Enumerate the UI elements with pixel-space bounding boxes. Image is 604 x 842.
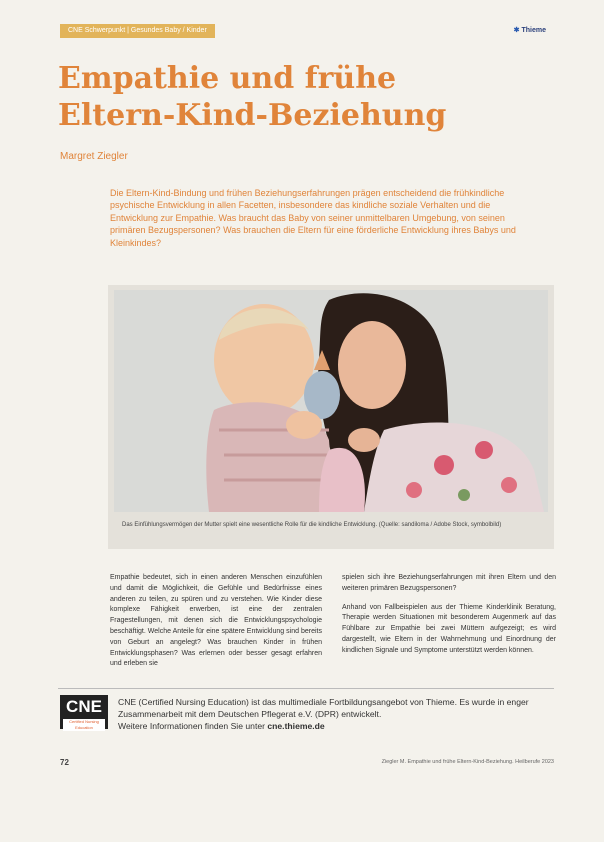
cne-line-2-prefix: Weitere Informationen finden Sie unter xyxy=(118,721,268,731)
body-column-1 xyxy=(110,573,322,670)
body-column-2 xyxy=(342,573,556,665)
figure-caption: Das Einfühlungsvermögen der Mutter spielt eine wesentliche Rolle für die kindliche Entwicklung. (Quelle: sandiloma / Adobe Stock, symbolbild) xyxy=(122,522,502,528)
page-number: 72 xyxy=(60,758,69,767)
cne-line-1: CNE (Certified Nursing Education) ist das multimediale Fortbildungsangebot von Thieme. Es wurde in enger Zusammenarbeit mit dem Deutschen Pflegerat e.V. (DPR) entwickelt. xyxy=(118,697,529,719)
mother-child-photo xyxy=(114,290,548,512)
publisher-logo xyxy=(514,26,546,34)
cne-logo-subtitle: Certified Nursing Education xyxy=(63,719,105,731)
body-paragraph: spielen sich ihre Beziehungserfahrungen mit ihren Eltern und den weiteren primären Bezugspersonen? xyxy=(342,574,556,592)
article-title: Empathie und frühe Eltern-Kind-Beziehung xyxy=(58,61,447,133)
photo-illustration xyxy=(114,290,548,512)
cne-logo xyxy=(60,695,108,729)
cne-link[interactable]: cne.thieme.de xyxy=(267,721,325,731)
body-paragraph: Anhand von Fallbeispielen aus der Thieme Kinderklinik Beratung, Therapie werden Situationen mit besonderem Augenmerk auf das Fühlbare zur Empathie bei zwei Müttern aufgezeigt; es wird dargestellt, wie Eltern in der Wahrnehmung und Einordnung der kindlichen Signale und Symptome unterstützt werden können. xyxy=(342,603,556,654)
section-tag: CNE Schwerpunkt | Gesundes Baby / Kinder xyxy=(60,24,215,38)
cne-info-box xyxy=(58,688,554,735)
figure xyxy=(108,285,554,549)
article-lead: Die Eltern-Kind-Bindung und frühen Beziehungserfahrungen prägen entscheidend die frühkindliche psychische Entwicklung in allen Facetten, insbesondere das kindliche soziale Verhalten und die Entwicklung zur Empathie. Was braucht das Baby von seiner unmittelbaren Umgebung, von seinen primären Bezugspersonen? Was brauchen die Eltern für eine förderliche Entwicklung ihres Babys und Kleinkindes? xyxy=(110,188,516,248)
body-paragraph: Empathie bedeutet, sich in einen anderen Menschen einzufühlen und damit die Möglichkeit, die Gefühle und Bedürfnisse eines anderen zu teilen, zu spüren und zu verstehen. Wie Kinder diese komplexe Fähigkeit erwerben, ist eine der zentralen Fragestellungen, mit denen sich die Entwicklungspsychologie beschäftigt. Welche Anteile für eine spätere Entwicklung sind bereits von Geburt an angelegt? Was brauchen Kinder in frühen Entwicklungsphasen? Was erlernen oder besser gesagt erfahren und erleben sie xyxy=(110,574,322,668)
thieme-star-icon: ✱ xyxy=(513,27,520,34)
cne-description xyxy=(118,696,558,732)
cne-logo-text: CNE xyxy=(66,697,102,716)
article-author: Margret Ziegler xyxy=(60,151,128,162)
publisher-name: Thieme xyxy=(521,27,546,34)
citation: Ziegler M. Empathie und frühe Eltern-Kind-Beziehung. Heilberufe 2023 xyxy=(381,759,554,765)
